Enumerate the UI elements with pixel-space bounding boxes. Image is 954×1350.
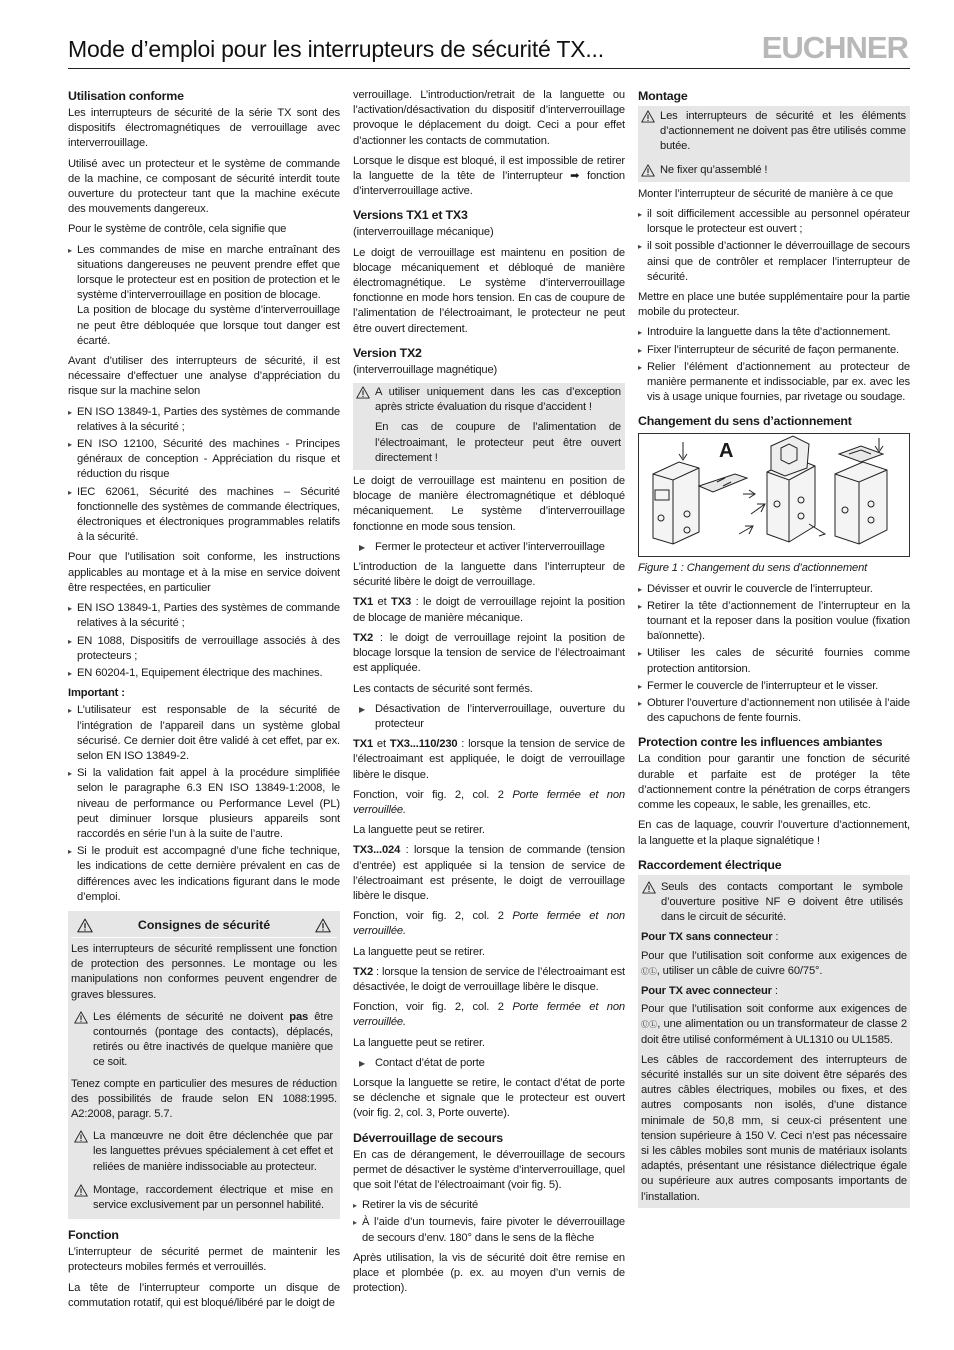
heading-changement: Changement du sens d’actionnement <box>638 414 852 429</box>
list <box>353 1198 625 1246</box>
heading-deverrouillage: Déverrouillage de secours <box>353 1130 503 1145</box>
list-item: ▸ IEC 62061, Sécurité des machines – Sécurité fonctionnelle des systèmes de commande électriques, électroniques et électroniques programmables relatifs à la sécurité. <box>68 485 340 546</box>
warning-icon <box>356 386 370 399</box>
subheading: Pour TX avec connecteur : <box>641 984 778 997</box>
figure-label: A <box>719 440 734 463</box>
paragraph: TX1 et TX3...110/230 : lorsque la tension de service de l’électroaimant est appliquée, le doigt de verrouillage libère le disque. <box>353 738 625 781</box>
warning-note: La manœuvre ne doit être déclenchée que par les languettes prévues spécialement à cet effet et reliées de manière indissociable au protecteur. <box>71 1127 337 1177</box>
paragraph: Fonction, voir fig. 2, col. 2 Porte fermée et non verrouillée. <box>353 788 625 816</box>
paragraph: Mettre en place une butée supplémentaire pour la partie mobile du protecteur. <box>638 291 910 319</box>
warning-note: Seuls des contacts comportant le symbole d’ouverture positive NF ⊖ doivent être utilisés dans le circuit de sécurité. <box>641 878 907 928</box>
column-2 <box>353 88 625 1301</box>
warning-note: Les éléments de sécurité ne doivent pas être contournés (pontage des contacts), déplacés, retirés ou être inactivés de quelque manière que ce soit. <box>71 1008 337 1073</box>
heading-version-tx2: Version TX2 <box>353 345 422 360</box>
ul-mark-icon: ⓊⓁ <box>641 1020 658 1030</box>
action-item: ▶ Désactivation de l’interverrouillage, ouverture du protecteur <box>353 702 625 732</box>
subheading: (interverrouillage magnétique) <box>353 363 498 376</box>
page-header <box>68 28 910 69</box>
warning-icon <box>74 1184 88 1197</box>
list-item: ▸ EN ISO 12100, Sécurité des machines - Principes généraux de conception - Appréciation du risque et réduction du risque <box>68 437 340 483</box>
paragraph: Le doigt de verrouillage est maintenu en position de blocage mécaniquement et débloqué de manière électromagnétique. Le système d’interverrouillage fonctionne en mode hors tension. En cas de coupure de l’alimentation de l’électroaimant, le protecteur ne peut être ouvert directement. <box>353 246 625 335</box>
list-item: ▸ Retirer la tête d’actionnement de l’interrupteur en la tournant et la reposer dans la position voulue (fixation baïonnette). <box>638 599 910 645</box>
paragraph: Après utilisation, la vis de sécurité doit être remise en place et plombée (p. ex. au moyen d’un vernis de protection). <box>353 1251 625 1295</box>
list <box>638 207 910 285</box>
list-item: ▸ EN 1088, Dispositifs de verrouillage associés à des protecteurs ; <box>68 634 340 664</box>
paragraph: Les interrupteurs de sécurité de la série TX sont des dispositifs électromagnétiques de verrouillage avec interverrouillage. <box>68 107 340 150</box>
paragraph: Pour que l’utilisation soit conforme aux exigences de ⓊⓁ, utiliser un câble de cuivre 60/75°. <box>641 949 907 977</box>
electrical-box <box>638 875 910 1208</box>
list <box>68 243 340 349</box>
paragraph: Lorsque la languette se retire, le contact d’état de porte se déclenche et signale que le protecteur est ouvert (voir fig. 2, col. 3, Porte ouverte). <box>353 1076 625 1120</box>
list-item: ▸ Retirer la vis de sécurité <box>353 1198 625 1213</box>
important-label: Important : <box>68 687 125 700</box>
ul-mark-icon: ⓊⓁ <box>641 966 657 976</box>
paragraph: Les câbles de raccordement des interrupteurs de sécurité installés sur un site doivent être séparés des autres câbles électriques, mobiles ou fixes, et des autres composants non isolés, d’une distance minimale de 50,8 mm, si ceux-ci présentent une tension supérieure à 150 V. Ceci n’est pas nécessaire si les câbles mobiles sont munis de matériaux isolants adaptés, présentant une résistance diélectrique égale ou supérieure aux autres composants importants de l’installation. <box>641 1053 907 1203</box>
list-item: ▸ Si la validation fait appel à la procédure simplifiée selon le paragraphe 6.3 EN ISO 13849-1:2008, le niveau de performance ou Performance Level (PL) peut diminuer lorsque plusieurs appareils sont raccordés en série l’un à la suite de l’autre. <box>68 766 340 842</box>
paragraph: Monter l’interrupteur de sécurité de manière à ce que <box>638 187 894 200</box>
warning-icon <box>74 1011 88 1024</box>
paragraph: Pour que l’utilisation soit conforme, les instructions applicables au montage et à la mise en service doivent être respectées, en particulier <box>68 551 340 594</box>
paragraph: Les contacts de sécurité sont fermés. <box>353 682 533 695</box>
list-item: ▸ Obturer l’ouverture d’actionnement non utilisée à l’aide des capuchons de fente fournis. <box>638 696 910 726</box>
paragraph: En cas de laquage, couvrir l’ouverture d’actionnement, la languette et la plaque signalétique ! <box>638 819 910 847</box>
list <box>68 405 340 546</box>
paragraph: L’introduction de la languette dans l’interrupteur de sécurité libère le doigt de verrouillage. <box>353 561 625 589</box>
column-3 <box>638 88 910 1208</box>
warning-note: Montage, raccordement électrique et mise en service exclusivement par un personnel habilité. <box>71 1181 337 1215</box>
heading-utilisation: Utilisation conforme <box>68 89 184 103</box>
warning-note: Ne fixer qu’assemblé ! <box>638 161 910 180</box>
heading-montage: Montage <box>638 89 688 103</box>
list-item: ▸ Fermer le couvercle de l’interrupteur et le visser. <box>638 679 910 694</box>
list-item: ▸ Si le produit est accompagné d’une fiche technique, les indications de cette dernière prévalent en cas de différences avec les indications figurant dans le mode d’emploi. <box>68 844 340 905</box>
safety-instructions-box <box>68 911 340 1219</box>
heading-fonction: Fonction <box>68 1228 119 1243</box>
paragraph: TX1 et TX3 : le doigt de verrouillage rejoint la position de blocage de manière mécanique. <box>353 596 625 624</box>
paragraph: Fonction, voir fig. 2, col. 2 Porte fermée et non verrouillée. <box>353 1001 625 1029</box>
list <box>68 601 340 681</box>
paragraph: Pour le système de contrôle, cela signifie que <box>68 223 287 236</box>
switch-illustration <box>639 434 909 556</box>
figure-caption: Figure 1 : Changement du sens d’actionnement <box>638 562 868 575</box>
brand-logo: EUCHNER <box>761 30 908 65</box>
list-item: ▸ À l’aide d’un tournevis, faire pivoter le déverrouillage de secours d’env. 180° dans le sens de la flèche <box>353 1215 625 1245</box>
list-item: ▸ Fixer l’interrupteur de sécurité de façon permanente. <box>638 343 910 358</box>
figure-1 <box>638 433 910 557</box>
paragraph: La tête de l’interrupteur comporte un disque de commutation rotatif, qui est bloqué/libéré par le doigt de <box>68 1281 340 1309</box>
warning-icon <box>642 881 656 894</box>
paragraph: Utilisé avec un protecteur et le système de commande de la machine, ce composant de sécurité interdit toute ouverture du protecteur tant que la machine exécute des mouvements dangereux. <box>68 157 340 216</box>
paragraph: verrouillage. L’introduction/retrait de la languette ou l’activation/désactivation du dispositif d’interverrouillage provoque le déplacement du doigt. Ceci a pour effet d’actionner les contacts de commutation. <box>353 89 625 147</box>
paragraph: Le doigt de verrouillage est maintenu en position de blocage de manière électromagnétique et débloqué mécaniquement. Le système d’interverrouillage fonctionne en mode sous tension. <box>353 475 625 533</box>
list <box>68 703 340 905</box>
subheading: Pour TX sans connecteur : <box>641 931 779 944</box>
paragraph: Fonction, voir fig. 2, col. 2 Porte fermée et non verrouillée. <box>353 910 625 938</box>
paragraph: La languette peut se retirer. <box>353 945 485 958</box>
paragraph: La condition pour garantir une fonction de sécurité durable et parfaite est de protéger la tête d’actionnement contre la pénétration de corps étrangers comme les copeaux, le sable, les grenailles, etc. <box>638 753 910 812</box>
heading-versions-tx1-tx3: Versions TX1 et TX3 <box>353 208 468 223</box>
warning-note: A utiliser uniquement dans les cas d’exception après stricte évaluation du risque d’accident ! En cas de coupure de l’alimentation de l’électroaimant, le protecteur peut être ouvert directement ! <box>353 383 625 470</box>
warning-icon <box>641 110 655 123</box>
list-item: ▸ il soit possible d’actionner le déverrouillage de secours ainsi que de contrôler et remplacer l’interrupteur de sécurité. <box>638 239 910 285</box>
list <box>638 582 910 727</box>
paragraph: Pour que l’utilisation soit conforme aux exigences de ⓊⓁ, une alimentation ou un transformateur de classe 2 doit être utilisé conformément à UL1310 ou UL1585. <box>641 1003 907 1046</box>
list-item: ▸ Relier l’élément d’actionnement au protecteur de manière permanente et indissociable, par ex. avec les vis à usage unique fournies, par rivetage ou soudage. <box>638 360 910 406</box>
subheading: (interverrouillage mécanique) <box>353 226 494 239</box>
list-item: ▸ Introduire la languette dans la tête d’actionnement. <box>638 325 910 340</box>
paragraph: TX2 : le doigt de verrouillage rejoint la position de blocage lorsque la tension de service de l’électroaimant est appliquée. <box>353 631 625 675</box>
heading-protection: Protection contre les influences ambiantes <box>638 735 883 750</box>
list-item: ▸ il soit difficilement accessible au personnel opérateur lorsque le protecteur est ouvert ; <box>638 207 910 237</box>
paragraph: L’interrupteur de sécurité permet de maintenir les protecteurs mobiles fermés et verrouillés. <box>68 1246 340 1274</box>
list <box>638 325 910 405</box>
paragraph: TX3...024 : lorsque la tension de commande (tension d’entrée) est appliquée si la tension de service de l’électroaimant est présente, le doigt de verrouillage libère le disque. <box>353 844 625 902</box>
list-item: ▸ EN 60204-1, Equipement électrique des machines. <box>68 666 340 681</box>
paragraph: Tenez compte en particulier des mesures de réduction des possibilités de fraude selon EN 1088:1995. A2:2008, paragr. 5.7. <box>71 1077 337 1120</box>
warning-icon <box>641 164 655 177</box>
paragraph: La languette peut se retirer. <box>353 1036 485 1049</box>
paragraph: Lorsque le disque est bloqué, il est impossible de retirer la languette de la tête de l’interrupteur ➡ fonction d’interverrouillage active. <box>353 154 625 198</box>
warning-icon <box>315 918 331 933</box>
document-title: Mode d’emploi pour les interrupteurs de sécurité TX... <box>68 36 604 62</box>
safety-heading: Consignes de sécurité <box>71 915 337 938</box>
paragraph: Les interrupteurs de sécurité remplissent une fonction de protection des personnes. Le montage ou les manipulations non conformes peuvent engendrer de graves blessures. <box>71 942 337 1001</box>
paragraph: La languette peut se retirer. <box>353 824 485 837</box>
paragraph: TX2 : lorsque la tension de service de l’électroaimant est désactivée, le doigt de verrouillage libère le disque. <box>353 965 625 993</box>
warning-icon <box>74 1130 88 1143</box>
list-item: ▸ Les commandes de mise en marche entraînant des situations dangereuses ne peuvent prendre effet que lorsque le protecteur est en position de protection et le système d’interverrouillage en position de blocage. La position de blocage du système d’interverrouillage ne peut être débloquée que lorsque tout danger est écarté. <box>68 243 340 349</box>
warning-icon <box>77 918 93 933</box>
action-item: ▶ Contact d’état de porte <box>353 1056 625 1071</box>
list-item: ▸ L’utilisateur est responsable de la sécurité de l’intégration de l’appareil dans un système global sécurisé. Ce dernier doit être validé à cet effet, par ex. selon EN ISO 13849-2. <box>68 703 340 764</box>
paragraph: En cas de dérangement, le déverrouillage de secours permet de désactiver le système d’interverrouillage, quel que soit l’état de l’électroaimant (voir fig. 5). <box>353 1148 625 1191</box>
list-item: ▸ EN ISO 13849-1, Parties des systèmes de commande relatives à la sécurité ; <box>68 405 340 435</box>
list-item: ▸ Dévisser et ouvrir le couvercle de l’interrupteur. <box>638 582 910 597</box>
paragraph: Avant d’utiliser des interrupteurs de sécurité, il est nécessaire d’effectuer une analyse d’appréciation du risque sur la machine selon <box>68 355 340 398</box>
column-1 <box>68 88 340 1316</box>
action-item: ▶ Fermer le protecteur et activer l’interverrouillage <box>353 540 625 555</box>
warning-box <box>638 106 910 182</box>
list-item: ▸ Utiliser les cales de sécurité fournies comme protection antitorsion. <box>638 646 910 676</box>
list-item: ▸ EN ISO 13849-1, Parties des systèmes de commande relatives à la sécurité ; <box>68 601 340 631</box>
warning-note: Les interrupteurs de sécurité et les éléments d’actionnement ne doivent pas être utilisés comme butée. <box>638 107 910 157</box>
heading-raccordement: Raccordement électrique <box>638 857 782 872</box>
